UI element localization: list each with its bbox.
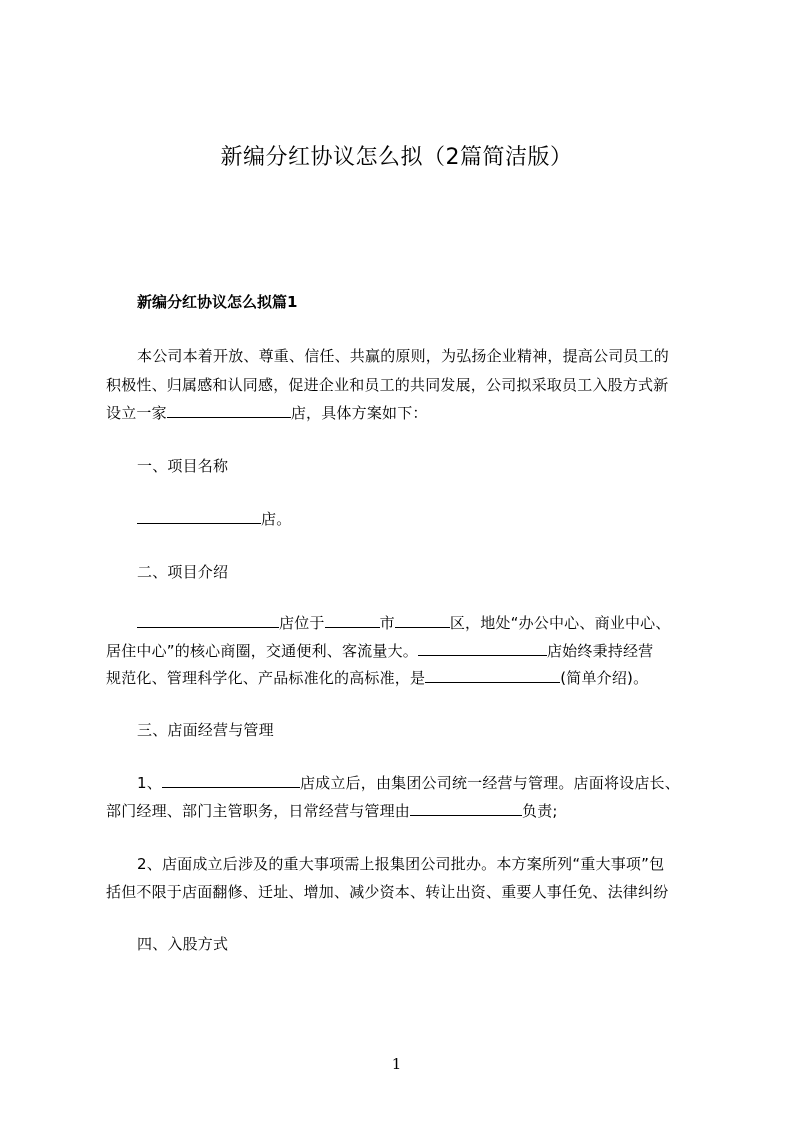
text-fragment: 店成立后，由集团公司统一经营与管理。店面将设店长、	[299, 774, 680, 792]
intro-line-3-start: 设立一家	[106, 404, 167, 422]
heading-project-name: 一、项目名称	[137, 457, 229, 475]
project-intro-line-2	[106, 640, 653, 661]
heading-share-method: 四、入股方式	[137, 935, 229, 953]
text-fragment: 店始终秉持经营	[546, 642, 654, 660]
intro-line-2: 积极性、归属感和认同感，促进企业和员工的共同发展，公司拟采取员工入股方式新	[106, 376, 669, 394]
management-para-2-line-2: 括但不限于店面翻修、迁址、增加、减少资本、转让出资、重要人事任免、法律纠纷	[106, 883, 669, 901]
text-fragment: 居住中心”的核心商圈，交通便利、客流量大。	[106, 642, 418, 660]
blank-field	[162, 773, 300, 788]
blank-field	[410, 801, 522, 816]
text-fragment: 店位于	[279, 614, 325, 632]
text-fragment: 区，地处“办公中心、商业中心、	[449, 614, 671, 632]
intro-line-1: 本公司本着开放、尊重、信任、共赢的原则，为弘扬企业精神，提高公司员工的	[137, 347, 670, 365]
blank-field	[418, 641, 547, 656]
management-para-2-line-1: 2、店面成立后涉及的重大事项需上报集团公司批办。本方案所列“重大事项”包	[137, 855, 665, 873]
page-number: 1	[391, 1055, 402, 1073]
text-fragment: 1、	[137, 774, 162, 792]
section-heading: 新编分红协议怎么拟篇1	[137, 293, 298, 311]
blank-field	[425, 668, 560, 683]
blank-field	[395, 613, 450, 628]
intro-line-3	[106, 402, 428, 423]
project-intro-line-3	[106, 667, 648, 688]
project-intro-line-1	[137, 612, 671, 633]
text-fragment: (简单介绍)。	[560, 669, 649, 687]
intro-line-3-end: 店，具体方案如下：	[290, 404, 428, 422]
text-fragment: 规范化、管理科学化、产品标准化的高标准，是	[106, 669, 426, 687]
blank-field	[325, 613, 380, 628]
heading-project-intro: 二、项目介绍	[137, 563, 229, 581]
project-name-suffix: 店。	[261, 510, 292, 528]
heading-store-management: 三、店面经营与管理	[137, 721, 274, 739]
blank-field	[137, 509, 261, 524]
blank-field	[137, 613, 279, 628]
document-title: 新编分红协议怎么拟（2篇简洁版）	[220, 145, 573, 170]
management-para-1-line-2	[106, 800, 558, 821]
project-name-line	[137, 508, 291, 529]
management-para-1-line-1	[137, 772, 680, 793]
text-fragment: 负责;	[522, 802, 558, 820]
blank-field	[167, 403, 291, 418]
text-fragment: 市	[379, 614, 395, 632]
text-fragment: 部门经理、部门主管职务，日常经营与管理由	[106, 802, 411, 820]
